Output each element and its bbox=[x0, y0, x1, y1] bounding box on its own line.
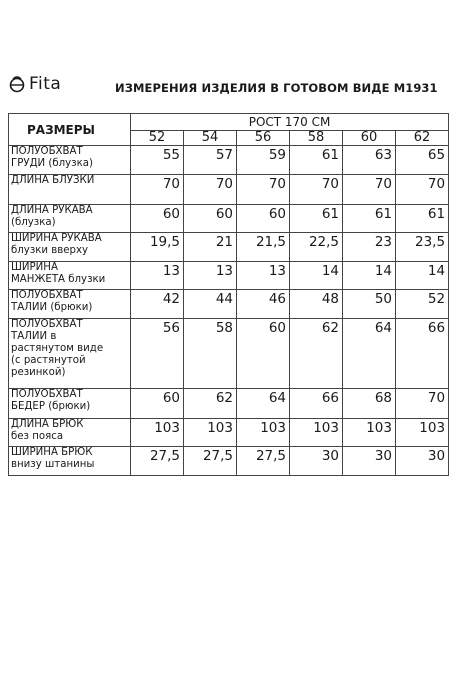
size-column-header: 56 bbox=[237, 131, 290, 146]
measurement-label bbox=[9, 205, 131, 233]
measurement-value: 23 bbox=[343, 233, 396, 262]
measurement-value: 60 bbox=[131, 389, 184, 419]
measurement-value: 13 bbox=[237, 262, 290, 290]
measurement-value: 14 bbox=[343, 262, 396, 290]
measurement-label-line bbox=[11, 187, 130, 199]
measurement-value: 21 bbox=[184, 233, 237, 262]
table-row bbox=[9, 233, 449, 262]
measurement-label bbox=[9, 262, 131, 290]
measurement-value: 57 bbox=[184, 146, 237, 175]
measurement-value: 44 bbox=[184, 290, 237, 319]
measurement-value: 48 bbox=[290, 290, 343, 319]
measurement-value: 103 bbox=[184, 419, 237, 447]
table-row bbox=[9, 319, 449, 389]
size-column-header: 62 bbox=[396, 131, 449, 146]
height-header: РОСТ 170 СМ bbox=[131, 114, 449, 131]
measurement-value: 68 bbox=[343, 389, 396, 419]
table-row bbox=[9, 146, 449, 175]
measurement-value: 62 bbox=[290, 319, 343, 389]
measurement-value: 103 bbox=[396, 419, 449, 447]
measurement-value: 70 bbox=[237, 175, 290, 205]
measurement-value: 60 bbox=[184, 205, 237, 233]
measurement-label bbox=[9, 290, 131, 319]
measurement-value: 61 bbox=[343, 205, 396, 233]
measurement-value: 23,5 bbox=[396, 233, 449, 262]
size-column-header: 54 bbox=[184, 131, 237, 146]
measurement-label bbox=[9, 319, 131, 389]
measurement-value: 13 bbox=[184, 262, 237, 290]
measurement-value: 19,5 bbox=[131, 233, 184, 262]
brand-logo bbox=[8, 73, 61, 95]
measurement-value: 64 bbox=[343, 319, 396, 389]
measurement-value: 46 bbox=[237, 290, 290, 319]
measurement-label-line: растянутом виде bbox=[11, 343, 104, 354]
measurement-value: 61 bbox=[290, 146, 343, 175]
measurement-value: 103 bbox=[131, 419, 184, 447]
measurement-label-line: ТАЛИИ (брюки) bbox=[11, 302, 93, 313]
measurement-value: 30 bbox=[396, 447, 449, 476]
size-column-header: 52 bbox=[131, 131, 184, 146]
table-row bbox=[9, 290, 449, 319]
measurement-value: 61 bbox=[290, 205, 343, 233]
size-table bbox=[8, 113, 449, 476]
measurement-label-line: ДЛИНА БЛУЗКИ bbox=[11, 175, 95, 186]
measurement-label-line: БЕДЕР (брюки) bbox=[11, 401, 91, 412]
table-body bbox=[9, 146, 449, 476]
measurement-value: 27,5 bbox=[131, 447, 184, 476]
measurement-value: 64 bbox=[237, 389, 290, 419]
measurement-label-line: ТАЛИИ в bbox=[11, 331, 57, 342]
table-row bbox=[9, 419, 449, 447]
size-column-header: 60 bbox=[343, 131, 396, 146]
measurement-value: 55 bbox=[131, 146, 184, 175]
measurement-value: 63 bbox=[343, 146, 396, 175]
measurement-label-line: ДЛИНА БРЮК bbox=[11, 419, 84, 430]
measurement-label-line: ПОЛУОБХВАТ bbox=[11, 146, 83, 157]
measurement-label-line: ГРУДИ (блузка) bbox=[11, 158, 93, 169]
measurement-value: 65 bbox=[396, 146, 449, 175]
measurement-label-line: внизу штанины bbox=[11, 459, 95, 470]
measurement-value: 70 bbox=[396, 175, 449, 205]
measurement-label-line: ПОЛУОБХВАТ bbox=[11, 319, 83, 330]
measurement-label-line: ПОЛУОБХВАТ bbox=[11, 389, 83, 400]
measurement-value: 103 bbox=[290, 419, 343, 447]
table-row bbox=[9, 175, 449, 205]
table-row bbox=[9, 262, 449, 290]
measurement-value: 58 bbox=[184, 319, 237, 389]
measurement-value: 50 bbox=[343, 290, 396, 319]
table-row bbox=[9, 389, 449, 419]
measurement-value: 30 bbox=[290, 447, 343, 476]
measurement-label bbox=[9, 146, 131, 175]
measurement-label-line: (блузка) bbox=[11, 217, 56, 228]
size-column-header: 58 bbox=[290, 131, 343, 146]
measurement-value: 70 bbox=[290, 175, 343, 205]
measurement-label-line: резинкой) bbox=[11, 367, 66, 378]
measurement-value: 70 bbox=[184, 175, 237, 205]
measurement-value: 66 bbox=[290, 389, 343, 419]
measurement-label bbox=[9, 233, 131, 262]
measurement-label-line: (с растянутой bbox=[11, 355, 86, 366]
measurement-value: 56 bbox=[131, 319, 184, 389]
measurement-value: 60 bbox=[237, 205, 290, 233]
measurement-value: 30 bbox=[343, 447, 396, 476]
measurement-label-line: ДЛИНА РУКАВА bbox=[11, 205, 93, 216]
table-row bbox=[9, 205, 449, 233]
measurement-value: 13 bbox=[131, 262, 184, 290]
measurement-label-line: ШИРИНА БРЮК bbox=[11, 447, 93, 458]
measurement-value: 62 bbox=[184, 389, 237, 419]
measurement-value: 103 bbox=[343, 419, 396, 447]
measurement-value: 59 bbox=[237, 146, 290, 175]
sizes-header: РАЗМЕРЫ bbox=[9, 114, 131, 146]
measurement-value: 52 bbox=[396, 290, 449, 319]
header-row bbox=[9, 114, 449, 131]
document-title: ИЗМЕРЕНИЯ ИЗДЕЛИЯ В ГОТОВОМ ВИДЕ М1931 bbox=[115, 81, 438, 95]
measurement-label-line: МАНЖЕТА блузки bbox=[11, 274, 106, 285]
measurement-value: 27,5 bbox=[184, 447, 237, 476]
measurement-value: 27,5 bbox=[237, 447, 290, 476]
measurement-label-line: ШИРИНА bbox=[11, 262, 58, 273]
measurement-value: 70 bbox=[131, 175, 184, 205]
measurement-value: 22,5 bbox=[290, 233, 343, 262]
measurement-value: 42 bbox=[131, 290, 184, 319]
measurement-label-line: без пояса bbox=[11, 431, 64, 442]
fita-logo-icon bbox=[8, 75, 26, 93]
measurement-label-line: ПОЛУОБХВАТ bbox=[11, 290, 83, 301]
measurement-value: 70 bbox=[396, 389, 449, 419]
measurement-value: 61 bbox=[396, 205, 449, 233]
measurement-label bbox=[9, 389, 131, 419]
measurement-label bbox=[9, 419, 131, 447]
measurement-value: 70 bbox=[343, 175, 396, 205]
measurement-label bbox=[9, 175, 131, 205]
measurement-value: 14 bbox=[396, 262, 449, 290]
measurement-label-line: ШИРИНА РУКАВА bbox=[11, 233, 102, 244]
measurement-label bbox=[9, 447, 131, 476]
measurement-value: 60 bbox=[131, 205, 184, 233]
measurement-value: 103 bbox=[237, 419, 290, 447]
brand-name: Fita bbox=[29, 74, 62, 94]
measurement-value: 21,5 bbox=[237, 233, 290, 262]
measurement-value: 14 bbox=[290, 262, 343, 290]
measurement-label-line: блузки вверху bbox=[11, 245, 89, 256]
table-row bbox=[9, 447, 449, 476]
measurement-value: 60 bbox=[237, 319, 290, 389]
measurement-value: 66 bbox=[396, 319, 449, 389]
